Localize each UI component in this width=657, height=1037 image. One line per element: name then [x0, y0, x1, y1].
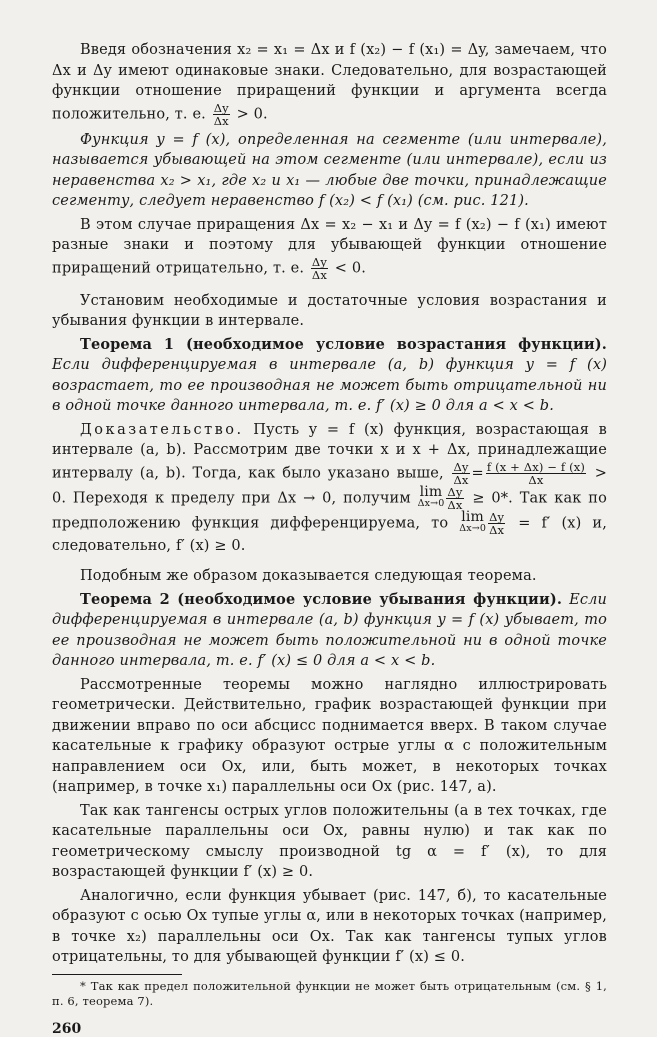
page-number: 260: [52, 1020, 82, 1037]
fraction: $\frac{\Delta y}{\Delta x}$: [489, 509, 505, 537]
text: Введя обозначения x₂ = x₁ = Δx и f (x₂) − f (x₁) = Δy, замечаем, что Δx и Δy имеют одинаковые знаки. Следовательно, для возрастающей функции отношение приращений функции и аргумента всегда положительно, т. е.: [52, 42, 607, 122]
text: ≥ 0*. Так как по предположению функция дифференцируема, то: [52, 490, 607, 531]
footnote-divider: [52, 974, 182, 975]
equals-sign: =: [471, 465, 484, 481]
paragraph-decreasing-ratio: [52, 215, 607, 281]
proof-label: Доказательство.: [80, 421, 244, 438]
theorem-2-body: Если дифференцируемая в интервале (a, b) функция y = f (x) убывает, то ее производная не может быть положительной ни в одной точке данного интервала, т. е. f′ (x) ≤ 0 для a < x < b.: [52, 591, 607, 669]
fraction: $\frac{\Delta y}{\Delta x}$: [447, 484, 463, 512]
text: > 0.: [236, 106, 268, 122]
paragraph-conditions-intro: Установим необходимые и достаточные условия возрастания и убывания функции в интервале.: [52, 292, 607, 329]
text: Пусть y = f (x) функция, возрастающая в интервале (a, b). Рассмотрим две точки x и x + Δx, принадлежащие интервалу (a, b). Тогда, как было указано выше,: [52, 421, 607, 481]
paragraph-geometric-illustration: Рассмотренные теоремы можно наглядно иллюстрировать геометрически. Действительно, график возрастающей функции при движении вправо по оси абсцисс поднимается вверх. В таком случае касательные к графику образуют острые углы α с положительным направлением оси Ox, или, быть может, в некоторых точках (например, в точке x₁) параллельны оси Ox (рис. 147, а).: [52, 676, 607, 795]
text: > 0. Переходя к пределу при Δx → 0, получим: [52, 465, 607, 506]
theorem-1-title: Теорема 1 (необходимое условие возрастания функции).: [80, 335, 607, 353]
theorem-2-title: Теорема 2 (необходимое условие убывания функции).: [80, 590, 563, 608]
definition-decreasing-function: Функция y = f (x), определенная на сегменте (или интервале), называется убывающей на этом сегменте (или интервале), если из неравенства x₂ > x₁, где x₂ и x₁ — любые две точки, принадлежащие сегменту, следует неравенство f (x₂) < f (x₁) (см. рис. 121).: [52, 131, 607, 209]
limit-notation: lim Δx→0: [417, 484, 445, 509]
paragraph-increasing-ratio: [52, 40, 607, 127]
text: < 0.: [334, 260, 366, 276]
proof-paragraph: [52, 420, 607, 557]
limit-notation: lim Δx→0: [459, 509, 487, 534]
fraction: $\frac{\Delta y}{\Delta x}$: [311, 254, 327, 282]
text: = f′ (x) и, следовательно, f′ (x) ≥ 0.: [52, 515, 607, 554]
theorem-2: [52, 590, 607, 672]
footnote: * Так как предел положительной функции не может быть отрицательным (см. § 1, п. 6, теорема 7).: [52, 978, 607, 1008]
fraction: $\frac{\Delta y}{\Delta x}$: [213, 100, 229, 128]
paragraph-tangent-negative: Аналогично, если функция убывает (рис. 147, б), то касательные образуют с осью Ox тупые углы α, или в некоторых точках (например, в точке x₂) параллельны оси Ox. Так как тангенсы тупых углов отрицательны, то для убывающей функции f′ (x) ≤ 0.: [52, 887, 607, 965]
theorem-1: [52, 335, 607, 417]
fraction: $\frac{\Delta y}{\Delta x}$: [453, 459, 469, 487]
paragraph-similar-theorem: Подобным же образом доказывается следующая теорема.: [80, 568, 537, 584]
paragraph-tangent-positive: Так как тангенсы острых углов положительны (а в тех точках, где касательные параллельны оси Ox, равны нулю) и так как по геометрическому смыслу производной tg α = f′ (x), то для возрастающей функции f′ (x) ≥ 0.: [52, 802, 607, 880]
page-content: [52, 40, 607, 1037]
fraction: $\frac{f (x + \Delta x) - f (x)}{\Delta x}$: [486, 459, 585, 487]
theorem-1-body: Если дифференцируемая в интервале (a, b) функция y = f (x) возрастает, то ее производная не может быть отрицательной ни в одной точке данного интервала, т. е. f′ (x) ≥ 0 для a < x < b.: [52, 357, 607, 414]
text: В этом случае приращения Δx = x₂ − x₁ и Δy = f (x₂) − f (x₁) имеют разные знаки и поэтому для убывающей функции отношение приращений отрицательно, т. е.: [52, 216, 607, 276]
